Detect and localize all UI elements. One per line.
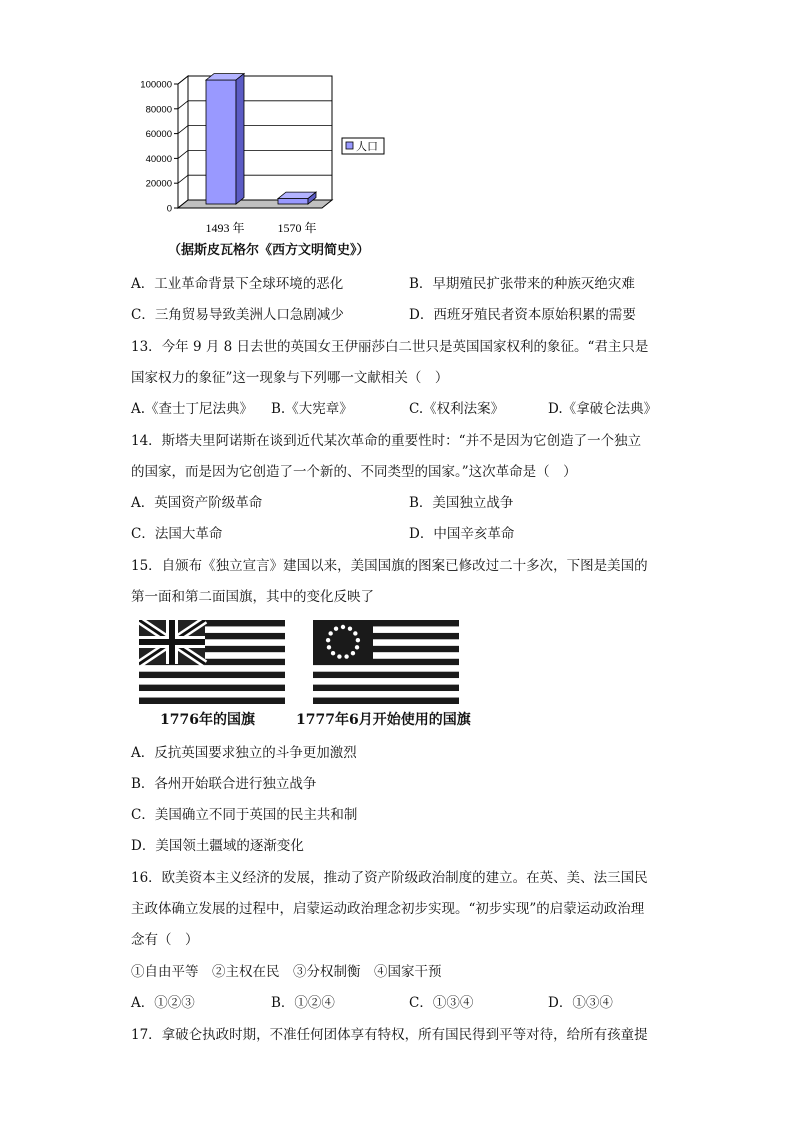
q15-option-a[interactable]: A．反抗英国要求独立的斗争更加激烈 (131, 745, 357, 761)
q13-option-b[interactable]: B.《大宪章》 (271, 401, 353, 417)
flag-star (328, 631, 332, 635)
star-circle-canton (313, 620, 373, 664)
q12-option-b[interactable]: B．早期殖民扩张带来的种族灭绝灾难 (409, 276, 635, 292)
flag-star (326, 638, 330, 642)
q14-stem-line2: 的国家，而是因为它创造了一个新的、不同类型的国家。”这次革命是（ ） (131, 464, 577, 480)
flag-star (334, 627, 338, 631)
q12-option-d[interactable]: D．西班牙殖民者资本原始积累的需要 (409, 307, 636, 323)
q12-option-c[interactable]: C．三角贸易导致美洲人口急剧减少 (131, 307, 344, 323)
chart-ytick-label: 60000 (145, 129, 172, 141)
q16-items: ①自由平等 ②主权在民 ③分权制衡 ④国家干预 (131, 964, 442, 980)
q15-stem-line1: 15．自颁布《独立宣言》建国以来，美国国旗的图案已修改过二十多次，下图是美国的 (131, 558, 648, 574)
flag-stripe (313, 698, 459, 704)
flag-stripe (313, 691, 459, 697)
q16-option-c[interactable]: C．①③④ (409, 995, 474, 1011)
chart-bar (206, 74, 244, 204)
flag-stripe (139, 691, 285, 697)
chart-legend-swatch (346, 142, 353, 149)
flag-star (337, 654, 341, 658)
flag-1776-image (139, 620, 285, 704)
flag-star (327, 645, 331, 649)
flag-stripe (139, 698, 285, 704)
q12-option-a[interactable]: A．工业革命背景下全球环境的恶化 (131, 276, 344, 292)
union-jack-canton (139, 620, 205, 664)
q16-stem-line2: 主政体确立发展的过程中，启蒙运动政治理念初步实现。“初步实现”的启蒙运动政治理 (131, 901, 645, 917)
flag-star (351, 651, 355, 655)
chart-ytick-label: 0 (166, 203, 172, 215)
q13-stem-line1: 13．今年 9 月 8 日去世的英国女王伊丽莎白二世只是英国国家权利的象征。“君主只是 (131, 339, 649, 355)
flag-stripe (313, 678, 459, 684)
chart-bar (278, 192, 316, 204)
chart-ytick-label: 80000 (145, 104, 172, 116)
q16-stem-line1: 16．欧美资本主义经济的发展，推动了资产阶级政治制度的建立。在英、美、法三国民 (131, 870, 648, 886)
flag-stripe (139, 672, 285, 678)
population-bar-chart (140, 70, 400, 260)
flag-stripe (139, 685, 285, 691)
flag-star (348, 627, 352, 631)
flag-stripe (313, 672, 459, 678)
q17-stem-line1: 17．拿破仑执政时期，不准任何团体享有特权，所有国民得到平等对待，给所有孩童提 (131, 1027, 648, 1043)
q13-stem-line2: 国家权力的象征”这一现象与下列哪一文献相关（ ） (131, 370, 449, 386)
flag-stripe (313, 665, 459, 671)
chart-ytick-label: 100000 (140, 79, 172, 91)
q13-option-d[interactable]: D.《拿破仑法典》 (548, 401, 658, 417)
q14-stem-line1: 14．斯塔夫里阿诺斯在谈到近代某次革命的重要性时：“并不是因为它创造了一个独立 (131, 433, 642, 449)
chart-xtick-label: 1493 年 (205, 221, 245, 235)
flag-star (356, 638, 360, 642)
q14-option-b[interactable]: B．美国独立战争 (409, 495, 514, 511)
q16-option-b[interactable]: B．①②④ (271, 995, 335, 1011)
chart-legend-label: 人口 (356, 140, 378, 153)
chart-ytick-label: 20000 (145, 178, 172, 190)
q16-option-d[interactable]: D．①③④ (548, 995, 613, 1011)
flag-star (331, 651, 335, 655)
flag-stripe (313, 685, 459, 691)
chart-xtick-label: 1570 年 (277, 221, 317, 235)
flag-star (341, 625, 345, 629)
chart-ytick-label: 40000 (145, 153, 172, 165)
q15-stem-line2: 第一面和第二面国旗，其中的变化反映了 (131, 589, 374, 605)
flag-stripe (139, 678, 285, 684)
q14-option-d[interactable]: D．中国辛亥革命 (409, 526, 515, 542)
q13-option-a[interactable]: A.《查士丁尼法典》 (131, 401, 254, 417)
flag-stripe (139, 665, 285, 671)
flag-star (344, 654, 348, 658)
q15-option-d[interactable]: D．美国领土疆域的逐渐变化 (131, 838, 304, 854)
q15-option-b[interactable]: B．各州开始联合进行独立战争 (131, 776, 317, 792)
flag-1777-image (313, 620, 459, 704)
q15-option-c[interactable]: C．美国确立不同于英国的民主共和制 (131, 807, 358, 823)
flag-1776-caption: 1776年的国旗 (160, 712, 255, 728)
q13-option-c[interactable]: C.《权利法案》 (409, 401, 505, 417)
chart-source: （据斯皮瓦格尔《西方文明简史》） (168, 243, 370, 258)
chart-side-wall (178, 76, 188, 208)
flag-star (353, 631, 357, 635)
q16-option-a[interactable]: A．①②③ (131, 995, 195, 1011)
flag-star (355, 645, 359, 649)
q14-option-c[interactable]: C．法国大革命 (131, 526, 223, 542)
q16-stem-line3: 念有（ ） (131, 932, 199, 948)
flag-1777-caption: 1777年6月开始使用的国旗 (296, 712, 471, 728)
q14-option-a[interactable]: A．英国资产阶级革命 (131, 495, 263, 511)
